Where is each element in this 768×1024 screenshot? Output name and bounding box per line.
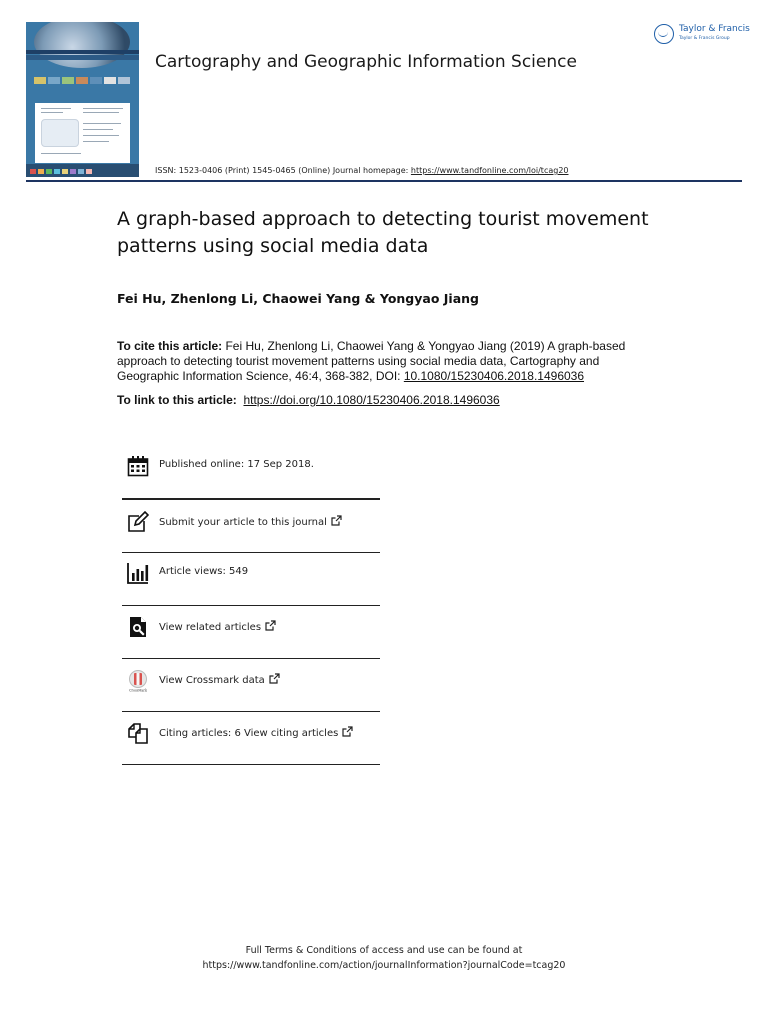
related-articles-link[interactable]: View related articles	[159, 622, 262, 633]
submit-article-row[interactable]	[122, 497, 380, 549]
external-link-icon	[265, 620, 276, 631]
publisher-name: Taylor & Francis	[679, 24, 750, 34]
citing-articles-icon	[127, 722, 149, 744]
crossmark-icon	[127, 668, 149, 694]
external-link-icon	[342, 726, 353, 737]
terms-url[interactable]: https://www.tandfonline.com/action/journalInformation?journalCode=tcag20	[202, 960, 566, 971]
published-online-row	[122, 441, 380, 493]
article-authors: Fei Hu, Zhenlong Li, Chaowei Yang & Yongyao Jiang	[117, 291, 479, 306]
article-title: A graph-based approach to detecting tourist movement patterns using social media data	[117, 208, 649, 257]
article-link-line	[117, 393, 500, 407]
submit-article-link[interactable]: Submit your article to this journal	[159, 517, 327, 528]
crossmark-link[interactable]: View Crossmark data	[159, 675, 265, 686]
edit-icon	[127, 511, 149, 533]
search-document-icon	[127, 616, 149, 638]
citation-doi-link[interactable]: 10.1080/15230406.2018.1496036	[403, 369, 585, 383]
issn-text: ISSN: 1523-0406 (Print) 1545-0465 (Online) Journal homepage:	[155, 166, 411, 175]
article-views-text: Article views: 549	[159, 566, 249, 577]
crossmark-caption: CrossMark	[129, 688, 147, 693]
external-link-icon	[269, 673, 280, 684]
journal-homepage-link[interactable]: https://www.tandfonline.com/loi/tcag20	[410, 166, 569, 175]
external-link-icon	[331, 515, 342, 526]
header-rule	[26, 180, 742, 182]
cite-label: To cite this article:	[117, 339, 223, 353]
journal-title: Cartography and Geographic Information Science	[155, 52, 577, 72]
citing-articles-row[interactable]	[122, 708, 380, 760]
citation-block	[117, 339, 657, 384]
journal-cover-thumbnail	[26, 22, 139, 177]
link-label: To link to this article:	[117, 393, 241, 407]
citing-articles-link[interactable]: Citing articles: 6 View citing articles	[159, 728, 339, 739]
publisher-group: Taylor & Francis Group	[679, 36, 730, 41]
published-online-text: Published online: 17 Sep 2018.	[159, 459, 314, 470]
citation-text: Fei Hu, Zhenlong Li, Chaowei Yang & Yongyao Jiang (2019) A graph-based approach to detecting tourist movement patterns using social media data, Cartography and Geographic Information Science, 46:4, 368-382, DOI:	[117, 339, 626, 383]
divider	[122, 764, 380, 765]
article-doi-url[interactable]: https://doi.org/10.1080/15230406.2018.1496036	[243, 393, 500, 407]
article-views-row	[122, 548, 380, 600]
crossmark-row[interactable]	[122, 655, 380, 707]
terms-line: Full Terms & Conditions of access and use can be found at	[245, 945, 523, 956]
issn-line	[155, 166, 569, 175]
terms-footer	[0, 943, 768, 973]
bar-chart-icon	[127, 562, 149, 584]
calendar-icon	[127, 455, 149, 477]
related-articles-row[interactable]	[122, 602, 380, 654]
